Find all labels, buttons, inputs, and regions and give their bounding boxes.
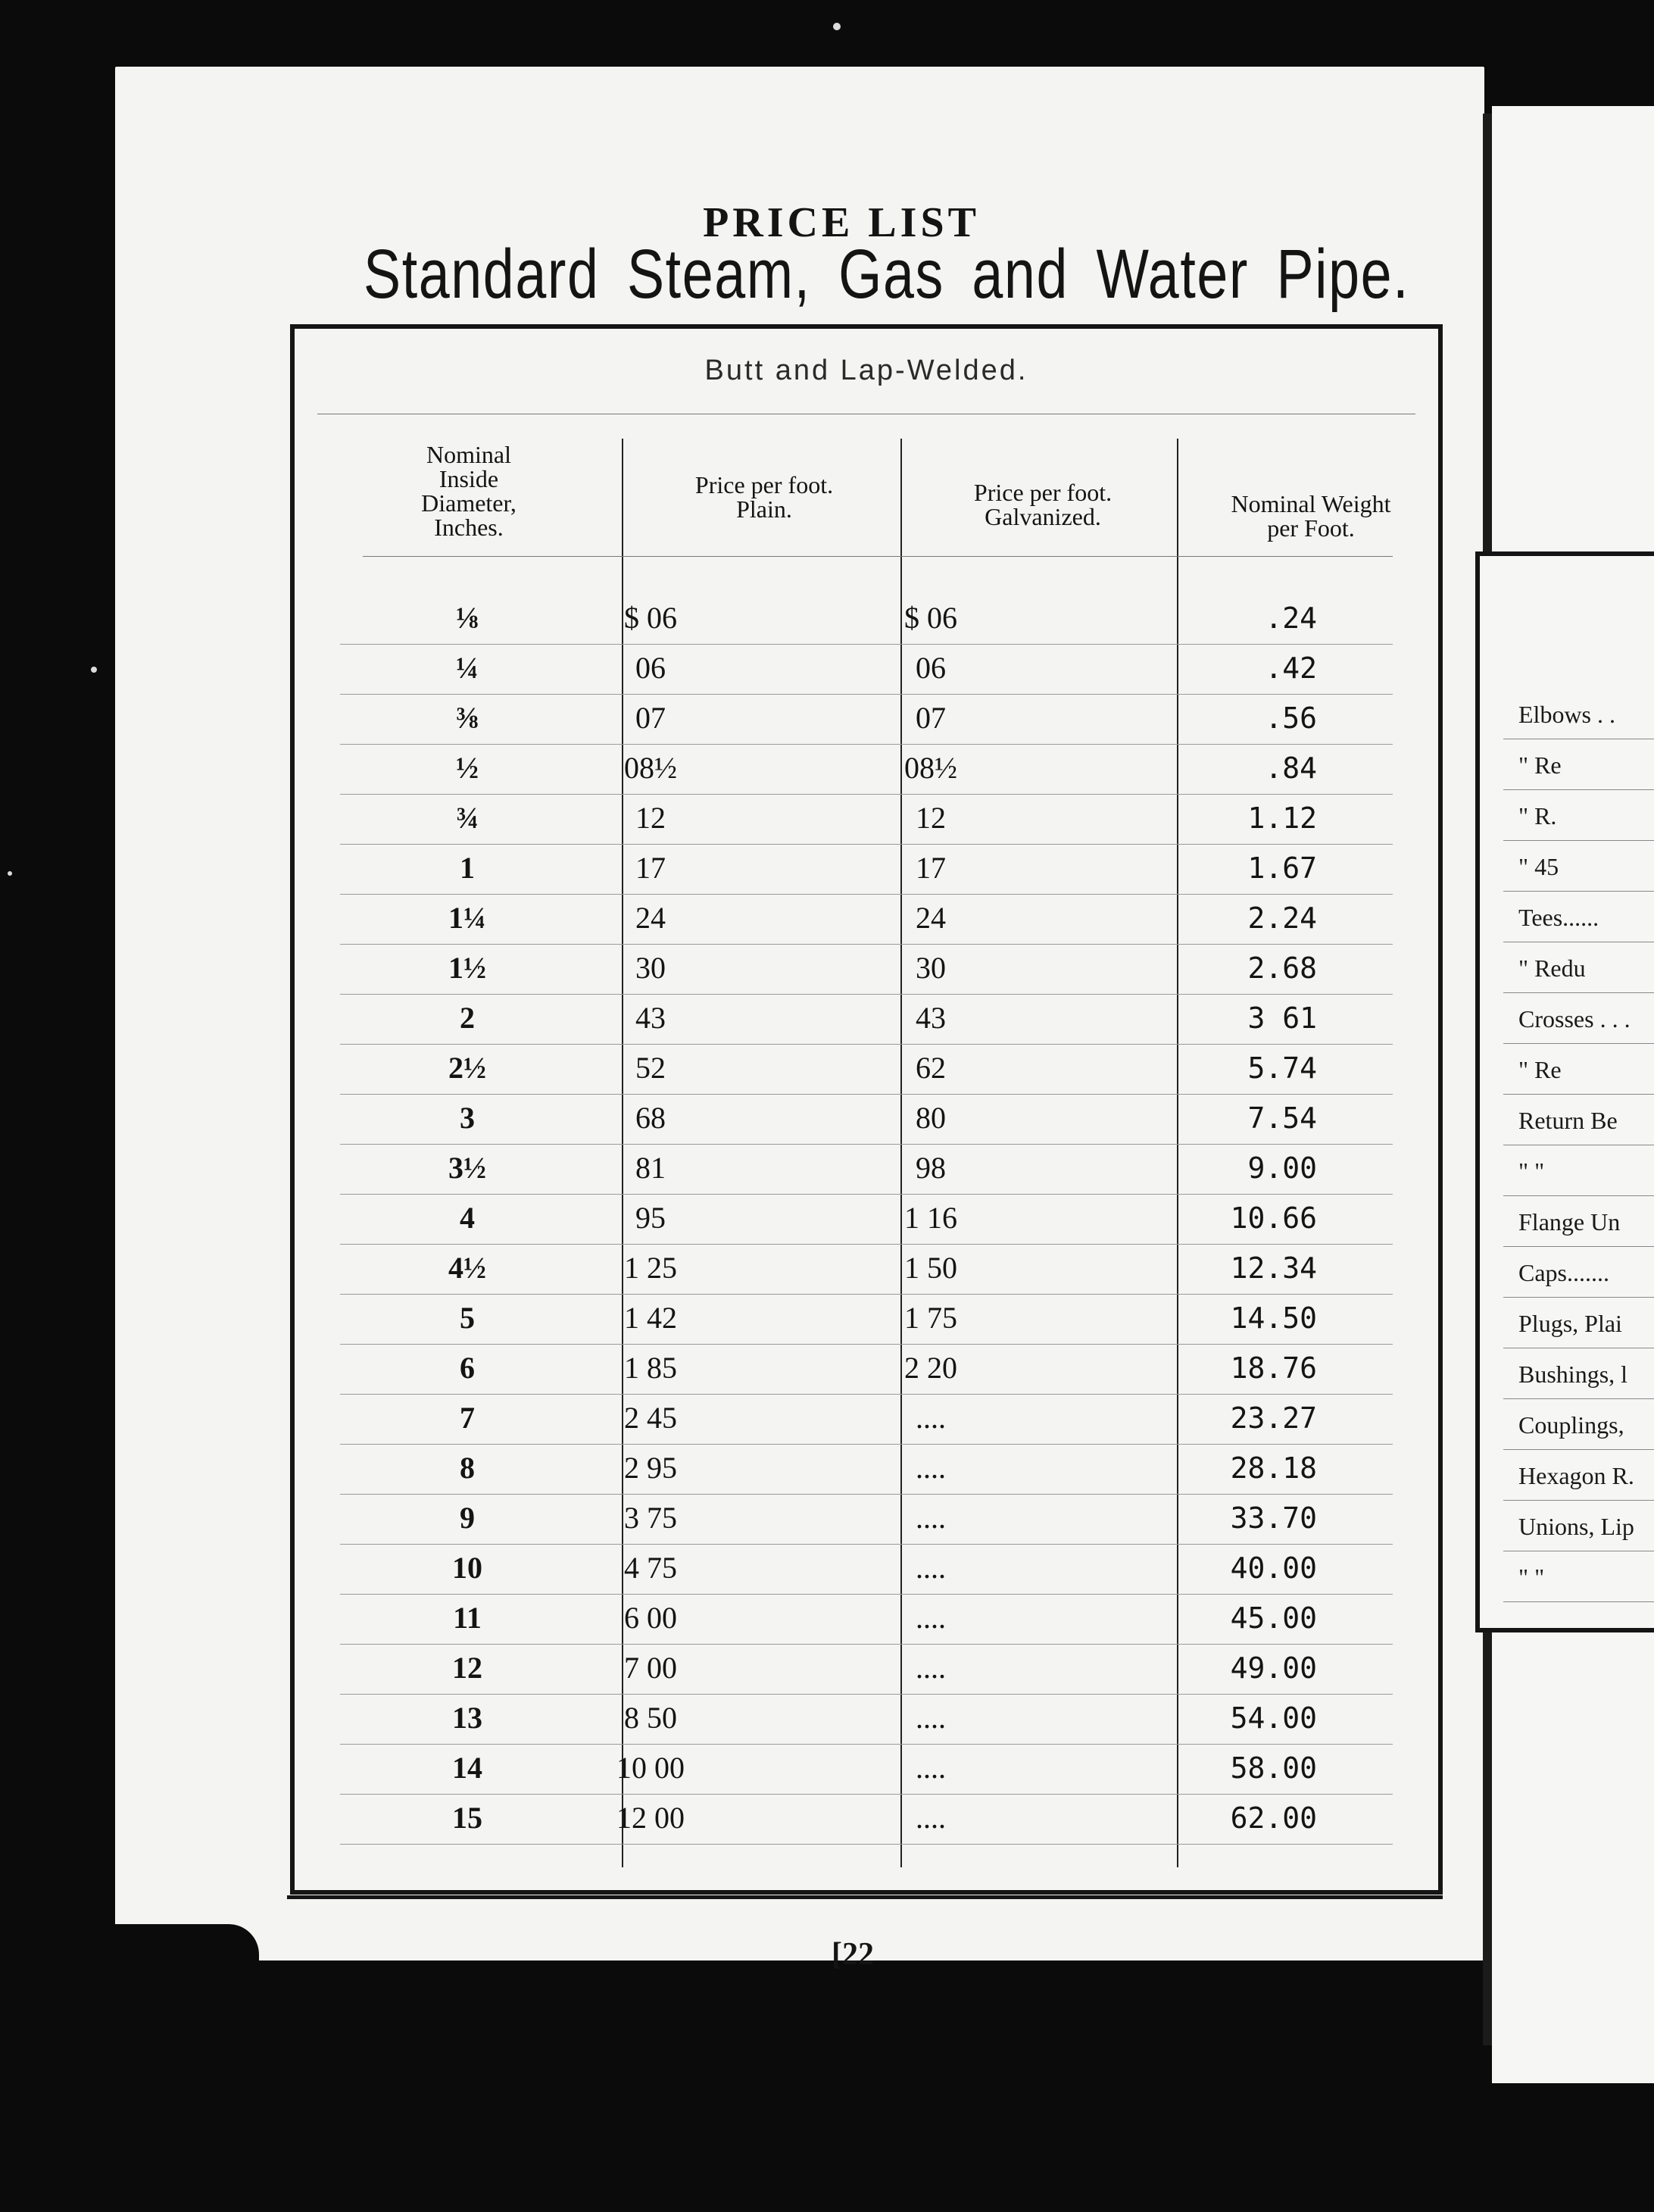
next-page-rule <box>1503 1500 1654 1501</box>
row-rule <box>340 744 1393 745</box>
weight-cell: 58.00 <box>1230 1751 1317 1785</box>
next-page-rule <box>1503 1297 1654 1298</box>
table-caption: Butt and Lap-Welded. <box>704 355 1028 386</box>
row-rule <box>340 794 1393 795</box>
next-page-item: " Re <box>1518 751 1562 779</box>
next-page-item: Unions, Lip <box>1518 1513 1634 1540</box>
next-page-rule <box>1503 789 1654 790</box>
row-rule <box>340 1644 1393 1645</box>
price-galvanized-cell: .... <box>916 1601 946 1635</box>
price-galvanized-cell: $ 06 <box>904 601 957 635</box>
next-page-rule <box>1503 992 1654 993</box>
pipe-size-cell: 4½ <box>448 1251 486 1285</box>
weight-cell: 1.12 <box>1247 801 1317 835</box>
price-galvanized-cell: 07 <box>916 701 946 735</box>
weight-cell: 10.66 <box>1230 1201 1317 1235</box>
price-galvanized-cell: 80 <box>916 1101 946 1135</box>
row-rule <box>340 1294 1393 1295</box>
pipe-size-cell: 7 <box>460 1401 475 1435</box>
next-page-rule <box>1503 840 1654 841</box>
pipe-size-cell: 5 <box>460 1301 475 1335</box>
row-rule <box>340 1444 1393 1445</box>
price-plain-cell: 3 75 <box>624 1501 677 1535</box>
pipe-size-cell: 10 <box>452 1551 482 1585</box>
pipe-size-cell: 12 <box>452 1651 482 1685</box>
next-page-item: " R. <box>1518 802 1557 830</box>
price-plain-cell: 12 00 <box>616 1801 685 1835</box>
next-page-item: Elbows . . <box>1518 701 1615 728</box>
pipe-size-cell: 13 <box>452 1701 482 1735</box>
pipe-size-cell: ½ <box>456 751 479 785</box>
print-speck <box>833 23 841 30</box>
price-galvanized-cell: 06 <box>916 651 946 685</box>
pipe-size-cell: 6 <box>460 1351 475 1385</box>
weight-cell: 40.00 <box>1230 1551 1317 1585</box>
price-plain-cell: 1 42 <box>624 1301 677 1335</box>
row-rule <box>340 1244 1393 1245</box>
weight-cell: .42 <box>1265 651 1317 685</box>
next-page-item: Flange Un <box>1518 1208 1621 1236</box>
pipe-size-cell: 15 <box>452 1801 482 1835</box>
price-plain-cell: 24 <box>635 901 666 935</box>
weight-cell: 1.67 <box>1247 851 1317 885</box>
weight-cell: .56 <box>1265 701 1317 735</box>
next-page-item: Hexagon R. <box>1518 1462 1634 1489</box>
price-galvanized-cell: 1 16 <box>904 1201 957 1235</box>
price-galvanized-cell: 1 50 <box>904 1251 957 1285</box>
price-plain-cell: $ 06 <box>624 601 677 635</box>
next-page-rule <box>1503 1246 1654 1247</box>
row-rule <box>340 1744 1393 1745</box>
price-galvanized-cell: 08½ <box>904 751 957 785</box>
price-galvanized-cell: 12 <box>916 801 946 835</box>
price-galvanized-cell: 24 <box>916 901 946 935</box>
next-page-item: " " <box>1518 1564 1545 1591</box>
pipe-size-cell: 14 <box>452 1751 482 1785</box>
row-rule <box>340 1094 1393 1095</box>
next-page-item: " Re <box>1518 1056 1562 1083</box>
price-galvanized-cell: 1 75 <box>904 1301 957 1335</box>
price-plain-cell: 17 <box>635 851 666 885</box>
weight-cell: 33.70 <box>1230 1501 1317 1535</box>
row-rule <box>340 1344 1393 1345</box>
price-galvanized-cell: 43 <box>916 1001 946 1035</box>
next-page-item: Return Be <box>1518 1107 1618 1134</box>
row-rule <box>340 1044 1393 1045</box>
price-plain-cell: 81 <box>635 1151 666 1185</box>
pipe-size-cell: ¼ <box>456 651 479 685</box>
weight-cell: 18.76 <box>1230 1351 1317 1385</box>
next-page-rule <box>1503 1094 1654 1095</box>
price-plain-cell: 7 00 <box>624 1651 677 1685</box>
next-page-item: Plugs, Plai <box>1518 1310 1622 1337</box>
header-diameter: Nominal Inside Diameter, Inches. <box>421 441 516 541</box>
price-galvanized-cell: .... <box>916 1701 946 1735</box>
next-page-item: " 45 <box>1518 853 1559 880</box>
price-galvanized-cell: .... <box>916 1401 946 1435</box>
price-plain-cell: 2 95 <box>624 1451 677 1485</box>
page-notch <box>115 1924 259 2212</box>
price-plain-cell: 10 00 <box>616 1751 685 1785</box>
weight-cell: .24 <box>1265 601 1317 635</box>
weight-cell: 49.00 <box>1230 1651 1317 1685</box>
weight-cell: 9.00 <box>1247 1151 1317 1185</box>
weight-cell: 28.18 <box>1230 1451 1317 1485</box>
next-page-item: " Redu <box>1518 954 1586 982</box>
weight-cell: 45.00 <box>1230 1601 1317 1635</box>
pipe-size-cell: 2½ <box>448 1051 486 1085</box>
price-plain-cell: 12 <box>635 801 666 835</box>
pipe-size-cell: 1 <box>460 851 475 885</box>
price-galvanized-cell: .... <box>916 1751 946 1785</box>
weight-cell: 3 61 <box>1247 1001 1317 1035</box>
weight-cell: 54.00 <box>1230 1701 1317 1735</box>
row-rule <box>340 644 1393 645</box>
header-rule <box>363 556 1393 557</box>
price-plain-cell: 07 <box>635 701 666 735</box>
next-page-item: Bushings, l <box>1518 1361 1628 1388</box>
pipe-size-cell: ¾ <box>456 801 479 835</box>
price-galvanized-cell: .... <box>916 1451 946 1485</box>
price-galvanized-cell: 17 <box>916 851 946 885</box>
next-page-item: " " <box>1518 1158 1545 1185</box>
price-galvanized-cell: 62 <box>916 1051 946 1085</box>
header-price-plain: Price per foot. Plain. <box>694 471 834 523</box>
print-speck <box>91 667 97 673</box>
price-plain-cell: 43 <box>635 1001 666 1035</box>
price-plain-cell: 4 75 <box>624 1551 677 1585</box>
pipe-size-cell: ⅛ <box>456 601 479 635</box>
price-galvanized-cell: 30 <box>916 951 946 985</box>
price-galvanized-cell: .... <box>916 1801 946 1835</box>
row-rule <box>340 1194 1393 1195</box>
row-rule <box>340 994 1393 995</box>
next-page-rule <box>1503 1449 1654 1450</box>
row-rule <box>340 1394 1393 1395</box>
price-plain-cell: 30 <box>635 951 666 985</box>
price-table <box>290 324 1443 1895</box>
row-rule <box>340 1144 1393 1145</box>
weight-cell: 2.68 <box>1247 951 1317 985</box>
header-price-galvanized: Price per foot. Galvanized. <box>973 479 1113 530</box>
next-page-item: Crosses . . . <box>1518 1005 1631 1033</box>
price-list-heading: PRICE LIST <box>703 199 980 246</box>
weight-cell: 62.00 <box>1230 1801 1317 1835</box>
next-page-rule <box>1503 1601 1654 1602</box>
row-rule <box>340 1844 1393 1845</box>
document-title: Standard Steam, Gas and Water Pipe. <box>364 236 1410 313</box>
header-weight: Nominal Weight per Foot. <box>1231 490 1391 542</box>
price-plain-cell: 2 45 <box>624 1401 677 1435</box>
next-page-rule <box>1503 1398 1654 1399</box>
row-rule <box>340 1594 1393 1595</box>
next-page-rule <box>1503 1195 1654 1196</box>
pipe-size-cell: 1¼ <box>448 901 486 935</box>
next-page-item: Tees...... <box>1518 904 1599 931</box>
price-galvanized-cell: .... <box>916 1651 946 1685</box>
weight-cell: 12.34 <box>1230 1251 1317 1285</box>
price-plain-cell: 06 <box>635 651 666 685</box>
row-rule <box>340 844 1393 845</box>
pipe-size-cell: 3 <box>460 1101 475 1135</box>
row-rule <box>340 1544 1393 1545</box>
next-page-rule <box>1503 1043 1654 1044</box>
row-rule <box>340 1694 1393 1695</box>
price-plain-cell: 52 <box>635 1051 666 1085</box>
price-galvanized-cell: .... <box>916 1551 946 1585</box>
row-rule <box>340 894 1393 895</box>
price-galvanized-cell: .... <box>916 1501 946 1535</box>
price-plain-cell: 1 85 <box>624 1351 677 1385</box>
row-rule <box>340 1494 1393 1495</box>
row-rule <box>340 694 1393 695</box>
weight-cell: 2.24 <box>1247 901 1317 935</box>
price-plain-cell: 08½ <box>624 751 677 785</box>
print-speck <box>8 871 12 876</box>
weight-cell: .84 <box>1265 751 1317 785</box>
price-galvanized-cell: 2 20 <box>904 1351 957 1385</box>
price-plain-cell: 68 <box>635 1101 666 1135</box>
next-page-rule <box>1503 891 1654 892</box>
weight-cell: 14.50 <box>1230 1301 1317 1335</box>
pipe-size-cell: 2 <box>460 1001 475 1035</box>
pipe-size-cell: 11 <box>453 1601 482 1635</box>
price-plain-cell: 95 <box>635 1201 666 1235</box>
next-page-item: Caps....... <box>1518 1259 1609 1286</box>
next-page-item: Couplings, <box>1518 1411 1624 1439</box>
weight-cell: 5.74 <box>1247 1051 1317 1085</box>
page-number: [22 <box>832 1937 874 1972</box>
price-plain-cell: 8 50 <box>624 1701 677 1735</box>
row-rule <box>340 944 1393 945</box>
row-rule <box>340 1794 1393 1795</box>
pipe-size-cell: ⅜ <box>456 701 479 735</box>
pipe-size-cell: 1½ <box>448 951 486 985</box>
pipe-size-cell: 8 <box>460 1451 475 1485</box>
price-plain-cell: 6 00 <box>624 1601 677 1635</box>
price-plain-cell: 1 25 <box>624 1251 677 1285</box>
weight-cell: 7.54 <box>1247 1101 1317 1135</box>
pipe-size-cell: 4 <box>460 1201 475 1235</box>
price-galvanized-cell: 98 <box>916 1151 946 1185</box>
weight-cell: 23.27 <box>1230 1401 1317 1435</box>
pipe-size-cell: 9 <box>460 1501 475 1535</box>
pipe-size-cell: 3½ <box>448 1151 486 1185</box>
